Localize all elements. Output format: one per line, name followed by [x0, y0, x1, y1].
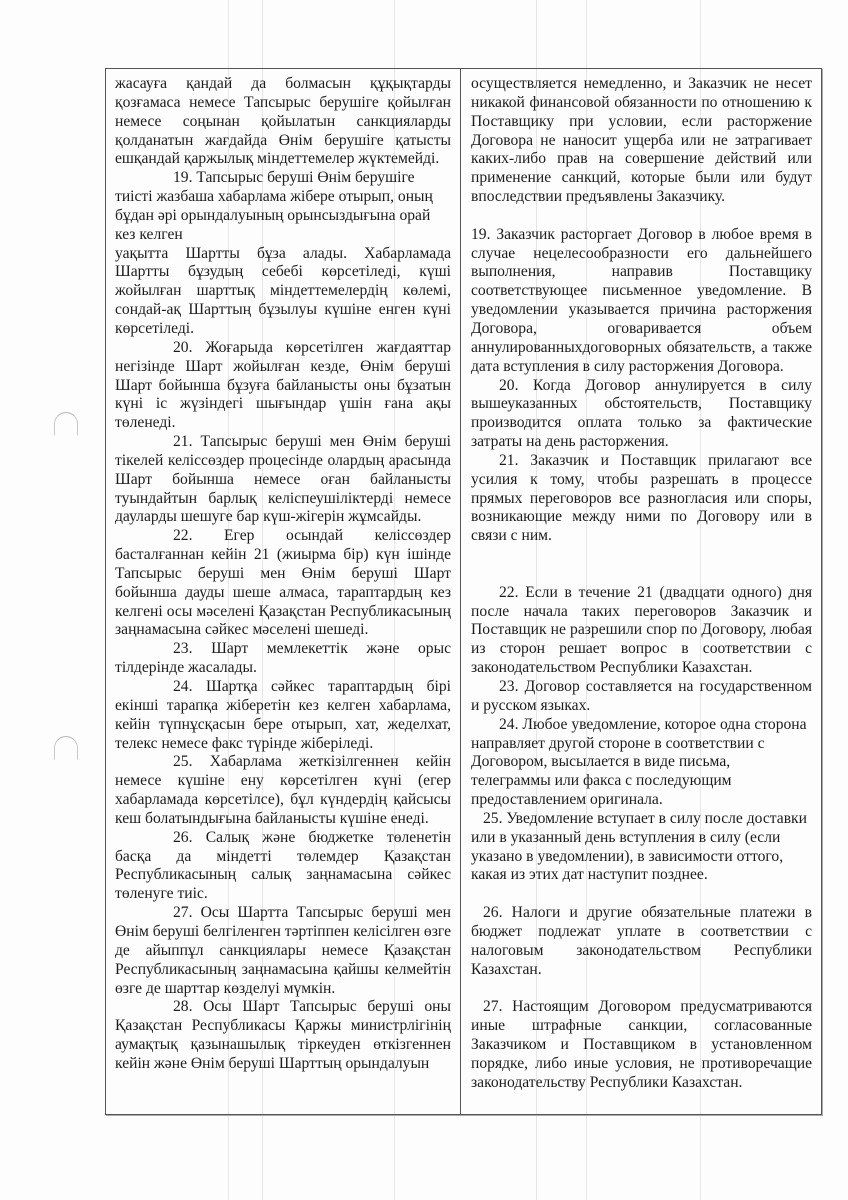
punch-hole-icon [54, 736, 78, 760]
clause-ru-18-tail: осуществляется немедленно, и Заказчик не несет никакой финансовой обязанности по отношению к Поставщику при условии, если расторжение Договора не наносит ущерба или не затрагивает каких-либо прав на совершение действий или применение санкций, которые были или будут впоследствии предъявлены Заказчику. [471, 75, 812, 206]
clause-kz-21: 21. Тапсырыс беруші мен Өнім беруші тікелей келіссөздер процесінде олардың арасында Шарт бойынша немесе оған байланысты туындайтын барлық келіспеушіліктерді немесе дауларды шешуге бар күш-жігерін жұмсайды. [115, 433, 451, 526]
bilingual-contract-table [105, 68, 822, 1115]
spacer [471, 546, 812, 565]
clause-ru-21: 21. Заказчик и Поставщик прилагают все усилия к тому, чтобы разрешать в процессе прямых переговоров все разногласия или споры, возникающие между ними по Договору или в связи с ним. [471, 451, 812, 545]
clause-kz-18-tail: жасауға қандай да болмасын құқықтарды қозғамаса немесе Тапсырыс берушіге қойылған немесе соңынан қойылатын санкцияларды қолданатын жағдайда Өнім берушіге қатысты ешқандай қаржылық міндеттемелер жүктемейді. [115, 75, 451, 168]
russian-column [461, 69, 821, 1114]
spacer [471, 207, 812, 226]
clause-ru-19: 19. Заказчик расторгает Договор в любое время в случае нецелесообразности его дальнейшего выполнения, направив Поставщику соответствующее письменное уведомление. В уведомлении указывается причина расторжения Договора, оговаривается объем аннулированныхдоговорных обязательств, а также дата вступления в силу расторжения Договора. [471, 225, 812, 375]
clause-kz-27: 27. Осы Шартта Тапсырыс беруші мен Өнім беруші белгіленген тәртіппен келісілген өзге де айыппұл санкциялары немесе Қазақстан Республикасының заңнамасына қайшы келмейтін өзге де шарттар көзделуі мүмкін. [115, 904, 451, 997]
clause-kz-20: 20. Жоғарыда көрсетілген жағдаяттар негізінде Шарт жойылған кезде, Өнім беруші Шарт бойынша бұзуға байланысты оны бұзатын күні іс жүзіндегі шығындар үшін ғана ақы төленеді. [115, 338, 451, 432]
clause-ru-25: 25. Уведомление вступает в силу после доставки или в указанный день вступления в силу (если указано в уведомлении), в зависимости оттого, какая из этих дат наступит позднее. [471, 809, 807, 884]
clause-ru-27: 27. Настоящим Договором предусматриваются иные штрафные санкции, согласованные Заказчиком и Поставщиком в установленном порядке, либо иные условия, не противоречащие законодательству Республики Казахстан. [471, 998, 812, 1091]
clause-ru-22: 22. Если в течение 21 (двадцати одного) дня после начала таких переговоров Заказчик и Поставщик не разрешили спор по Договору, любая из сторон решает вопрос в соответствии с законодательством Республики Казахстан. [471, 583, 812, 677]
clause-kz-26: 26. Салық және бюджетке төленетін басқа да міндетті төлемдер Қазақстан Республикасының салық заңнамасына сәйкес төленуге тиіс. [115, 828, 451, 903]
clause-kz-19-part2: уақытта Шартты бұза алады. Хабарламада Шартты бұзудың себебі көрсетіледі, күші жойылған шарттық міндеттемелердің көлемі, сондай-ақ Шарттың бұзылуы күшіне енген күні көрсетіледі. [115, 244, 451, 337]
clause-kz-19-part1: 19. Тапсырыс беруші Өнім берушіге тиісті жазбаша хабарлама жібере отырып, оның бұдан әрі орындалуының орынсыздығына орай кез келген [115, 169, 433, 243]
clause-kz-23: 23. Шарт мемлекеттік және орыс тілдерінде жасалады. [115, 640, 451, 677]
clause-ru-20: 20. Когда Договор аннулируется в силу вышеуказанных обстоятельств, Поставщику производится оплата только за фактические затраты на день расторжения. [471, 376, 812, 451]
clause-kz-25: 25. Хабарлама жеткізілгеннен кейін немесе күшіне ену көрсетілген күні (егер хабарламада көрсетілсе), бұл күндердің қайсысы кеш болатындығына байланысты күшіне енеді. [115, 753, 451, 827]
clause-ru-23: 23. Договор составляется на государственном и русском языках. [471, 678, 812, 714]
punch-hole-icon [54, 412, 78, 436]
clause-kz-28: 28. Осы Шарт Тапсырыс беруші оны Қазақстан Республикасы Қаржы министрлігінің аумақтық қазынашылық тіркеуден өткізгеннен кейін және Өнім беруші Шарттың орындалуын [115, 998, 451, 1072]
clause-ru-24: 24. Любое уведомление, которое одна сторона направляет другой стороне в соответствии с Договором, высылается в виде письма, телеграммы или факса с последующим предоставлением оригинала. [471, 715, 807, 809]
kazakh-column [106, 69, 461, 1114]
spacer [471, 885, 812, 904]
clause-kz-22: 22. Егер осындай келіссөздер басталғаннан кейін 21 (жиырма бір) күн ішінде Тапсырыс беруші мен Өнім беруші Шарт бойынша дауды шеше алмаса, тараптардың кез келгені осы мәселені Қазақстан Республикасының заңнамасына сәйкес мәселені шешеді. [115, 527, 451, 639]
clause-kz-24: 24. Шартқа сәйкес тараптардың бірі екінші тарапқа жіберетін кез келген хабарлама, кейін түпнұсқасын бере отырып, хат, жеделхат, телекс немесе факс түрінде жіберіледі. [115, 678, 451, 752]
clause-ru-26: 26. Налоги и другие обязательные платежи в бюджет подлежат уплате в соответствии с налоговым законодательством Республики Казахстан. [471, 904, 812, 978]
spacer [471, 980, 812, 999]
spacer [471, 565, 812, 584]
